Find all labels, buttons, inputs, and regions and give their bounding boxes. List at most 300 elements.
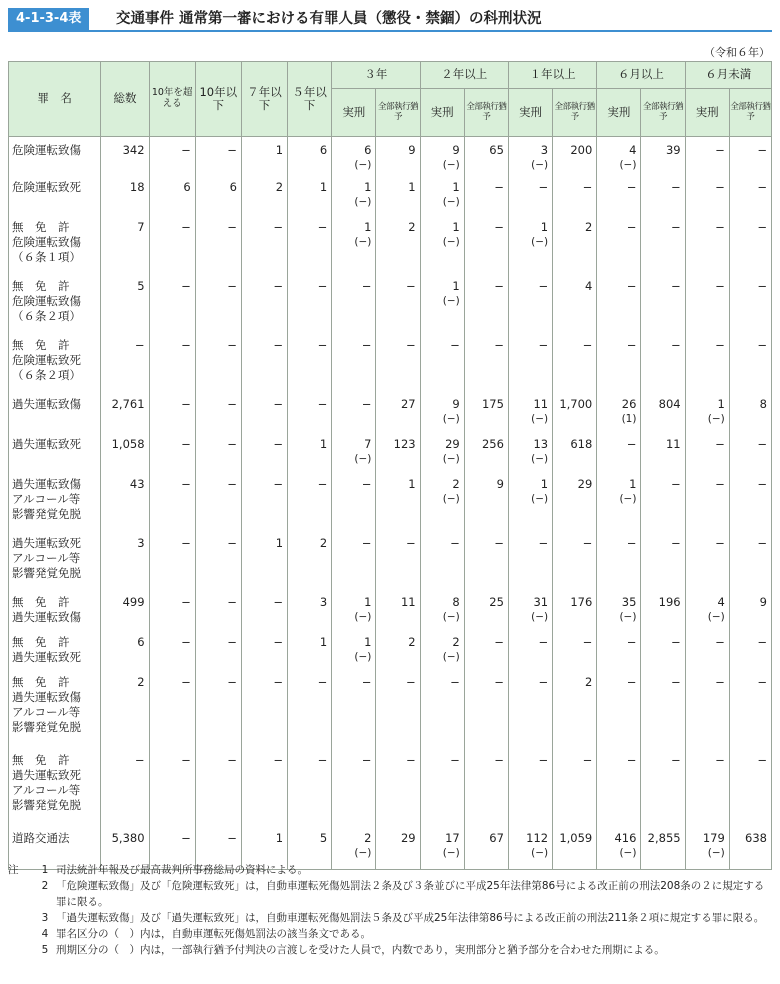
cell-value: 2 (319, 535, 328, 550)
value-cell (288, 592, 332, 632)
cell-value: 29 (445, 436, 460, 451)
cell-value: − (494, 752, 504, 767)
value-cell (641, 474, 685, 533)
crime-name-line: アルコール等 (12, 704, 81, 719)
crime-name-line: 過失運転致傷 (12, 609, 81, 624)
value-cell (241, 276, 287, 335)
value-cell (729, 177, 771, 217)
footnote-number: 1 (41, 864, 49, 876)
footnote-text: 「過失運転致傷」及び「過失運転致死」は，自動車運転死傷処罰法５条及び平成25年法律第86号による改正前の刑法211条２項に規定する罪に限る。 (56, 912, 765, 924)
value-cell (241, 137, 287, 177)
value-cell (101, 335, 149, 394)
col-jikkei: 実刑 (597, 89, 641, 137)
footnote-text: 罪名区分の（ ）内は，自動車運転死傷処罰法の該当条文である。 (56, 928, 371, 940)
partial-suspension-count: (−) (442, 195, 460, 208)
cell-value: − (715, 476, 725, 491)
cell-value: − (538, 535, 549, 550)
value-cell (464, 217, 508, 276)
crime-name-cell (9, 533, 101, 592)
cell-value: 9 (496, 476, 504, 491)
cell-value: − (715, 278, 725, 293)
cell-value: 200 (570, 143, 593, 157)
crime-name-line: 過失運転致死 (12, 649, 81, 664)
value-cell (553, 750, 597, 828)
crime-name-line: 過失運転致傷 (12, 396, 81, 411)
partial-suspension-count: (−) (354, 452, 372, 465)
value-cell (685, 533, 729, 592)
cell-value: 1 (452, 219, 460, 234)
cell-value: 31 (533, 594, 549, 609)
partial-suspension-count: (−) (442, 412, 460, 425)
cell-value: − (757, 179, 767, 194)
value-cell (641, 394, 685, 434)
partial-suspension-count: (−) (354, 159, 372, 171)
table-row (9, 750, 772, 828)
value-cell (641, 217, 685, 276)
value-cell (508, 533, 552, 592)
value-cell (420, 632, 464, 672)
col-group-6-months-plus: ６月以上 (597, 62, 685, 89)
col-crime-name: 罪 名 (9, 62, 101, 137)
value-cell (149, 533, 195, 592)
partial-suspension-count: (−) (442, 159, 460, 171)
cell-value: 25 (489, 594, 504, 609)
value-cell (553, 592, 597, 632)
table-header (8, 8, 772, 32)
value-cell (729, 672, 771, 750)
table-row (9, 394, 772, 434)
value-cell (376, 750, 420, 828)
cell-value: − (582, 752, 593, 767)
cell-value: − (181, 143, 191, 157)
value-cell (553, 276, 597, 335)
cell-value: − (361, 396, 372, 411)
table-row (9, 632, 772, 672)
value-cell (332, 672, 376, 750)
footnote-label (8, 878, 34, 910)
cell-value: 8 (452, 594, 460, 609)
cell-value: − (317, 476, 328, 491)
value-cell (685, 750, 729, 828)
value-cell (420, 177, 464, 217)
partial-suspension-count: (−) (442, 294, 460, 307)
cell-value: − (670, 179, 681, 194)
value-cell (101, 750, 149, 828)
cell-value: 1,700 (559, 396, 593, 411)
cell-value: − (670, 476, 681, 491)
footnote (8, 878, 772, 910)
value-cell (101, 394, 149, 434)
cell-value: − (273, 752, 284, 767)
value-cell (149, 592, 195, 632)
cell-value: 9 (408, 143, 416, 157)
cell-value: − (757, 436, 767, 451)
cell-value: − (538, 752, 549, 767)
cell-value: 176 (570, 594, 593, 609)
value-cell (332, 592, 376, 632)
cell-value: − (361, 476, 372, 491)
cell-value: 618 (570, 436, 593, 451)
footnote (8, 926, 772, 942)
crime-name-line: 無 免 許 (12, 674, 70, 689)
value-cell (288, 276, 332, 335)
value-cell (729, 750, 771, 828)
value-cell (195, 217, 241, 276)
value-cell (553, 137, 597, 177)
footnote (8, 862, 772, 878)
cell-value: 27 (400, 396, 416, 411)
table-id-badge: 4-1-3-4表 (8, 8, 89, 30)
value-cell (597, 137, 641, 177)
cell-value: 1 (319, 436, 328, 451)
value-cell (464, 632, 508, 672)
cell-value: 6 (137, 634, 145, 649)
partial-suspension-count: (−) (531, 412, 549, 425)
crime-name-line: 無 免 許 (12, 634, 70, 649)
partial-suspension-count: (−) (531, 492, 549, 505)
cell-value: 8 (759, 396, 767, 411)
cell-value: 35 (621, 594, 637, 609)
cell-value: 1 (408, 179, 416, 194)
value-cell (464, 592, 508, 632)
cell-value: − (757, 278, 767, 293)
crime-name-line: 無 免 許 (12, 219, 70, 234)
value-cell (332, 276, 376, 335)
cell-value: 6 (364, 143, 372, 157)
value-cell (332, 177, 376, 217)
col-group-1-year-plus: １年以上 (508, 62, 596, 89)
cell-value: 2 (137, 674, 145, 689)
crime-name-cell (9, 672, 101, 750)
value-cell (685, 335, 729, 394)
value-cell (376, 474, 420, 533)
cell-value: − (273, 219, 284, 234)
value-cell (464, 335, 508, 394)
crime-name-line: 過失運転致傷 (12, 476, 81, 491)
value-cell (376, 533, 420, 592)
value-cell (376, 672, 420, 750)
crime-name-line: （６条２項） (12, 308, 81, 323)
value-cell (149, 217, 195, 276)
cell-value: 1,059 (559, 830, 593, 845)
cell-value: 9 (452, 143, 460, 157)
footnote-text: 司法統計年報及び最高裁判所事務総局の資料による。 (56, 864, 308, 876)
table-row (9, 592, 772, 632)
value-cell (101, 137, 149, 177)
value-cell (101, 592, 149, 632)
footnote-text: 「危険運転致傷」及び「危険運転致死」は，自動車運転死傷処罰法２条及び３条並びに平成25年法律第86号による改正前の刑法208条の２に規定する罪に限る。 (56, 880, 765, 908)
value-cell (508, 750, 552, 828)
value-cell (195, 632, 241, 672)
crime-name-line: 危険運転致傷 (12, 143, 81, 157)
footnote-number: 2 (41, 880, 49, 892)
footnote (8, 910, 772, 926)
crime-name-line: 過失運転致死 (12, 436, 81, 451)
partial-suspension-count: (1) (621, 412, 637, 425)
cell-value: − (494, 634, 504, 649)
crime-name-cell (9, 632, 101, 672)
value-cell (464, 137, 508, 177)
cell-value: 39 (665, 143, 681, 157)
footnote-label: 注 (8, 864, 19, 876)
value-cell (553, 632, 597, 672)
cell-value: − (181, 278, 191, 293)
cell-value: 1 (364, 634, 372, 649)
cell-value: 638 (745, 830, 767, 845)
cell-value: 1 (540, 476, 549, 491)
cell-value: − (538, 179, 549, 194)
cell-value: − (715, 436, 725, 451)
value-cell (641, 592, 685, 632)
value-cell (641, 750, 685, 828)
crime-name-line: 危険運転致死 (12, 179, 81, 194)
cell-value: − (494, 219, 504, 234)
cell-value: 18 (129, 179, 145, 194)
value-cell (641, 672, 685, 750)
value-cell (288, 394, 332, 434)
partial-suspension-count: (−) (442, 846, 460, 859)
cell-value: − (582, 634, 593, 649)
cell-value: − (405, 535, 416, 550)
partial-suspension-count: (−) (442, 610, 460, 623)
partial-suspension-count: (−) (531, 452, 549, 465)
cell-value: − (715, 752, 725, 767)
table-row (9, 177, 772, 217)
value-cell (553, 672, 597, 750)
cell-value: − (670, 535, 681, 550)
value-cell (241, 474, 287, 533)
value-cell (553, 177, 597, 217)
value-cell (101, 533, 149, 592)
partial-suspension-count: (−) (354, 195, 372, 208)
col-full-suspension: 全部執行猶予 (553, 89, 597, 137)
cell-value: − (361, 752, 372, 767)
value-cell (241, 177, 287, 217)
cell-value: − (227, 219, 237, 234)
value-cell (641, 533, 685, 592)
value-cell (195, 592, 241, 632)
crime-name-line: 道路交通法 (12, 830, 70, 845)
cell-value: 7 (364, 436, 372, 451)
value-cell (332, 394, 376, 434)
cell-value: − (538, 278, 549, 293)
value-cell (288, 217, 332, 276)
crime-name-line: 危険運転致傷 (12, 293, 81, 308)
value-cell (508, 276, 552, 335)
value-cell (195, 394, 241, 434)
cell-value: − (670, 634, 681, 649)
value-cell (332, 750, 376, 828)
value-cell (241, 750, 287, 828)
value-cell (332, 217, 376, 276)
cell-value: − (670, 219, 681, 234)
value-cell (464, 533, 508, 592)
cell-value: − (227, 594, 237, 609)
partial-suspension-count: (−) (707, 610, 725, 623)
value-cell (241, 592, 287, 632)
cell-value: 5 (137, 278, 145, 293)
partial-suspension-count: (−) (531, 235, 549, 248)
value-cell (553, 394, 597, 434)
footnote-number: 4 (41, 928, 49, 940)
col-full-suspension: 全部執行猶予 (376, 89, 420, 137)
table-row (9, 474, 772, 533)
cell-value: 1 (629, 476, 637, 491)
crime-name-line: 無 免 許 (12, 594, 70, 609)
value-cell (729, 137, 771, 177)
cell-value: − (405, 752, 416, 767)
value-cell (553, 335, 597, 394)
value-cell (101, 672, 149, 750)
sentencing-table (8, 61, 772, 870)
cell-value: 4 (584, 278, 593, 293)
partial-suspension-count: (−) (442, 650, 460, 663)
crime-name-line: 影響発覚免脱 (12, 797, 81, 812)
cell-value: − (626, 674, 637, 689)
cell-value: − (757, 535, 767, 550)
value-cell (241, 434, 287, 474)
cell-value: 1 (540, 219, 549, 234)
value-cell (288, 137, 332, 177)
cell-value: 11 (665, 436, 681, 451)
partial-suspension-count: (−) (442, 452, 460, 465)
value-cell (729, 276, 771, 335)
crime-name-line: 過失運転致死 (12, 535, 81, 550)
crime-name-cell (9, 474, 101, 533)
value-cell (195, 672, 241, 750)
crime-name-cell (9, 137, 101, 177)
cell-value: − (405, 674, 416, 689)
cell-value: − (181, 634, 191, 649)
crime-name-line: 影響発覚免脱 (12, 719, 81, 734)
col-7-years-or-less: ７年以下 (241, 62, 287, 137)
cell-value: 2 (275, 179, 284, 194)
cell-value: − (361, 278, 372, 293)
crime-name-line: 過失運転致傷 (12, 689, 81, 704)
value-cell (464, 394, 508, 434)
value-cell (288, 335, 332, 394)
cell-value: − (227, 476, 237, 491)
cell-value: − (626, 278, 637, 293)
value-cell (241, 217, 287, 276)
cell-value: − (361, 674, 372, 689)
crime-name-line: 無 免 許 (12, 752, 70, 767)
value-cell (597, 592, 641, 632)
cell-value: 256 (481, 436, 504, 451)
value-cell (420, 394, 464, 434)
value-cell (332, 137, 376, 177)
footnote-number: 3 (41, 912, 49, 924)
cell-value: − (181, 396, 191, 411)
value-cell (464, 276, 508, 335)
value-cell (420, 276, 464, 335)
value-cell (420, 217, 464, 276)
table-row (9, 335, 772, 394)
value-cell (288, 474, 332, 533)
crime-name-cell (9, 177, 101, 217)
cell-value: − (538, 337, 549, 352)
cell-value: 499 (122, 594, 145, 609)
value-cell (101, 177, 149, 217)
value-cell (641, 137, 685, 177)
crime-name-line: 無 免 許 (12, 337, 70, 352)
value-cell (376, 632, 420, 672)
partial-suspension-count: (−) (531, 846, 549, 859)
cell-value: 3 (137, 535, 145, 550)
value-cell (332, 335, 376, 394)
value-cell (685, 632, 729, 672)
cell-value: 67 (489, 830, 504, 845)
value-cell (288, 632, 332, 672)
value-cell (729, 335, 771, 394)
cell-value: 65 (489, 143, 504, 157)
col-jikkei: 実刑 (685, 89, 729, 137)
value-cell (149, 137, 195, 177)
cell-value: 1 (319, 179, 328, 194)
value-cell (241, 335, 287, 394)
value-cell (101, 217, 149, 276)
value-cell (641, 632, 685, 672)
cell-value: − (715, 535, 725, 550)
value-cell (420, 672, 464, 750)
cell-value: − (273, 594, 284, 609)
cell-value: 1 (717, 396, 725, 411)
cell-value: − (181, 476, 191, 491)
partial-suspension-count: (−) (442, 492, 460, 505)
value-cell (195, 276, 241, 335)
value-cell (597, 474, 641, 533)
col-5-years-or-less: ５年以下 (288, 62, 332, 137)
value-cell (376, 276, 420, 335)
cell-value: − (361, 337, 372, 352)
col-total: 総数 (101, 62, 149, 137)
value-cell (729, 434, 771, 474)
value-cell (553, 474, 597, 533)
col-group-2-years-plus: ２年以上 (420, 62, 508, 89)
value-cell (597, 750, 641, 828)
crime-name-line: 危険運転致傷 (12, 234, 81, 249)
cell-value: − (227, 535, 237, 550)
footnote-label (8, 942, 34, 958)
value-cell (332, 533, 376, 592)
value-cell (685, 592, 729, 632)
value-cell (464, 750, 508, 828)
value-cell (420, 533, 464, 592)
value-cell (420, 592, 464, 632)
partial-suspension-count: (−) (354, 235, 372, 248)
value-cell (149, 474, 195, 533)
cell-value: 196 (658, 594, 681, 609)
cell-value: − (670, 278, 681, 293)
table-row (9, 672, 772, 750)
cell-value: − (181, 535, 191, 550)
value-cell (241, 672, 287, 750)
cell-value: − (450, 752, 460, 767)
cell-value: − (273, 674, 284, 689)
table-body (9, 137, 772, 870)
value-cell (288, 533, 332, 592)
cell-value: 2 (452, 634, 460, 649)
value-cell (508, 177, 552, 217)
footnote-text: 刑期区分の（ ）内は，一部執行猶予付判決の言渡しを受けた人員で，内数であり，実刑部分と猶予部分を合わせた刑期による。 (56, 944, 665, 956)
value-cell (149, 177, 195, 217)
value-cell (288, 434, 332, 474)
cell-value: − (582, 337, 593, 352)
cell-value: 5,380 (111, 830, 145, 845)
value-cell (685, 177, 729, 217)
value-cell (288, 750, 332, 828)
cell-value: − (227, 143, 237, 157)
